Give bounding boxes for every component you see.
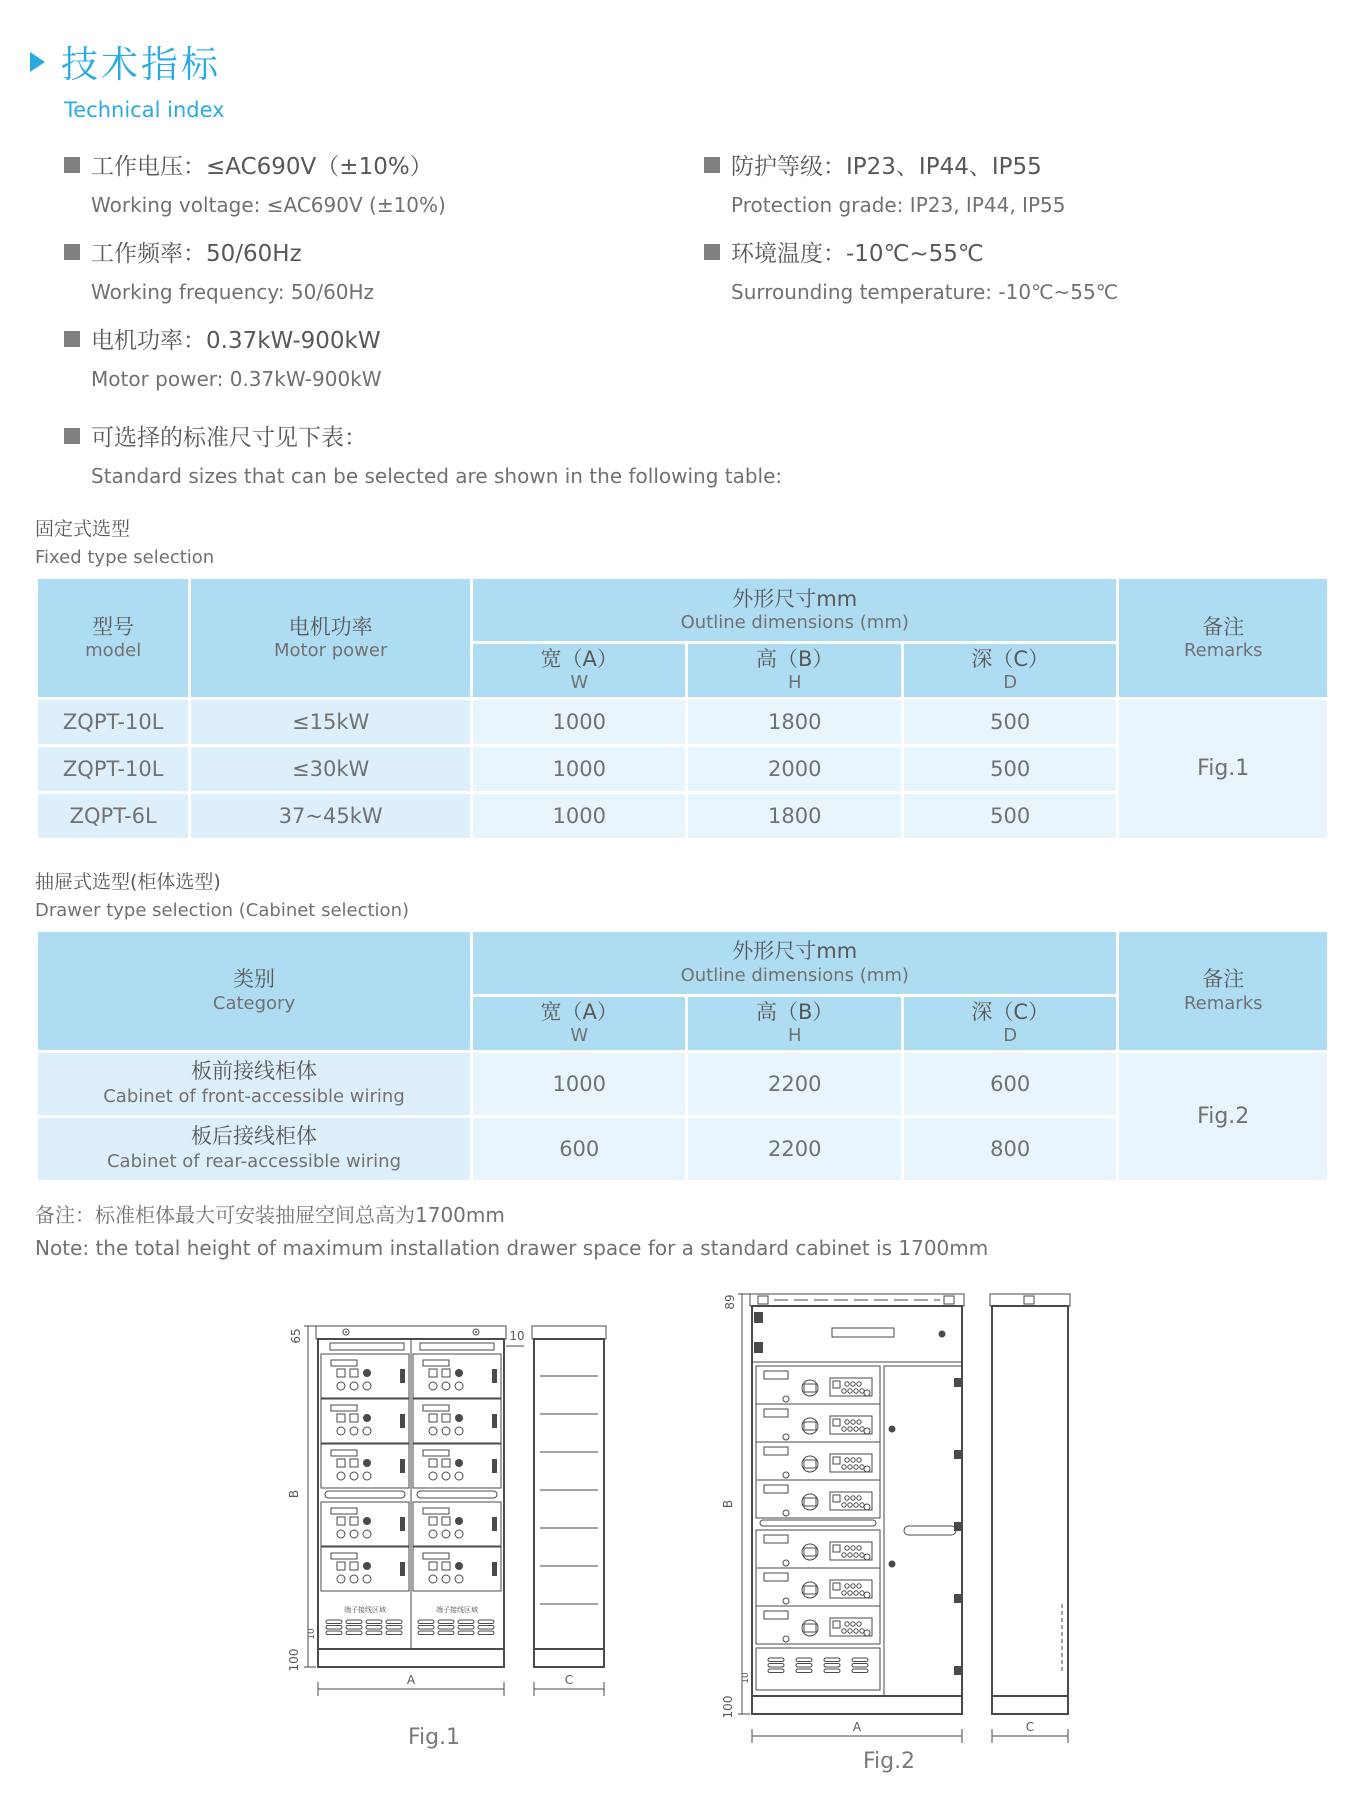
spec-item-motor-power bbox=[64, 322, 704, 391]
fig1-terminal-label: 端子接线区域 bbox=[343, 1605, 386, 1614]
fig1-caption: Fig.1 bbox=[407, 1724, 460, 1750]
page-subtitle: Technical index bbox=[64, 98, 225, 122]
cell-width: 1000 bbox=[473, 747, 685, 791]
fig2-side-view bbox=[990, 1294, 1070, 1714]
header-outline-dimensions: 外形尺寸mm Outline dimensions (mm) bbox=[473, 579, 1116, 641]
cell-power: ≤30kW bbox=[191, 747, 470, 791]
fig1-terminal-label: 端子接线区域 bbox=[435, 1605, 478, 1614]
spec-column-left bbox=[64, 148, 704, 409]
spec-en: Working voltage: ≤AC690V (±10%) bbox=[91, 193, 446, 217]
cell-power: ≤15kW bbox=[191, 700, 470, 744]
dim-label-10-vent: 10 bbox=[306, 1627, 317, 1640]
cell-width: 600 bbox=[473, 1118, 685, 1180]
section-title-en: Fixed type selection bbox=[35, 547, 215, 568]
cell-depth: 800 bbox=[904, 1118, 1117, 1180]
bullet-square-icon bbox=[704, 244, 720, 260]
section-title-en: Drawer type selection (Cabinet selection) bbox=[35, 899, 410, 921]
spec-item-frequency bbox=[64, 235, 704, 304]
spec-cn: 工作频率：50/60Hz bbox=[91, 241, 302, 267]
fig2-caption: Fig.2 bbox=[862, 1748, 915, 1774]
spec-item-protection bbox=[704, 148, 1327, 217]
cell-remarks: Fig.1 bbox=[1119, 700, 1327, 838]
dim-label-10: 10 bbox=[508, 1328, 525, 1343]
dim-label-B: B bbox=[286, 1489, 301, 1498]
cell-height: 1800 bbox=[688, 700, 900, 744]
header-height: 高（B） H bbox=[688, 997, 900, 1050]
spec-en: Surrounding temperature: -10℃~55℃ bbox=[731, 280, 1119, 304]
cell-remarks: Fig.2 bbox=[1119, 1053, 1327, 1180]
header-depth: 深（C） D bbox=[904, 997, 1117, 1050]
spec-item-voltage bbox=[64, 148, 704, 217]
cell-model: ZQPT-6L bbox=[38, 794, 188, 838]
cell-depth: 500 bbox=[904, 747, 1117, 791]
cell-depth: 500 bbox=[904, 700, 1117, 744]
footnote bbox=[35, 1199, 1327, 1260]
spec-cn: 环境温度：-10℃~55℃ bbox=[731, 241, 984, 267]
cell-height: 2200 bbox=[688, 1118, 900, 1180]
cell-power: 37~45kW bbox=[191, 794, 470, 838]
section-title-cn: 固定式选型 bbox=[35, 518, 131, 540]
spec-column-right bbox=[704, 148, 1327, 409]
table-row bbox=[38, 1053, 1327, 1115]
figure-1 bbox=[274, 1304, 624, 1778]
cell-model: ZQPT-10L bbox=[38, 700, 188, 744]
bullet-square-icon bbox=[704, 157, 720, 173]
spec-cn: 工作电压：≤AC690V（±10%） bbox=[91, 154, 433, 180]
dim-label-C: C bbox=[1025, 1719, 1034, 1734]
bullet-square-icon bbox=[64, 428, 80, 444]
bullet-square-icon bbox=[64, 244, 80, 260]
cell-width: 1000 bbox=[473, 794, 685, 838]
spec-en: Motor power: 0.37kW-900kW bbox=[91, 367, 382, 391]
cell-width: 1000 bbox=[473, 1053, 685, 1115]
section-drawer-type bbox=[35, 867, 1327, 921]
figures bbox=[30, 1274, 1327, 1778]
dim-label-89: 89 bbox=[722, 1293, 737, 1310]
dim-label-B: B bbox=[720, 1499, 735, 1508]
header-outline-dimensions: 外形尺寸mm Outline dimensions (mm) bbox=[473, 932, 1116, 994]
section-arrow-icon bbox=[30, 52, 45, 72]
header-motor-power: 电机功率 Motor power bbox=[191, 579, 470, 697]
header-width: 宽（A） W bbox=[473, 997, 685, 1050]
section-title-cn: 抽屉式选型(柜体选型) bbox=[35, 870, 221, 893]
dim-label-65: 65 bbox=[288, 1327, 303, 1344]
page-header bbox=[30, 34, 1327, 88]
spec-en: Standard sizes that can be selected are shown in the following table: bbox=[91, 464, 783, 488]
cell-width: 1000 bbox=[473, 700, 685, 744]
fig2-front-view bbox=[750, 1294, 964, 1714]
dim-label-100: 100 bbox=[286, 1648, 301, 1671]
footnote-cn: 备注：标准柜体最大可安装抽屉空间总高为1700mm bbox=[35, 1202, 505, 1227]
spec-en: Protection grade: IP23, IP44, IP55 bbox=[731, 193, 1066, 217]
section-fixed-type bbox=[35, 514, 1327, 568]
header-model: 型号 model bbox=[38, 579, 188, 697]
cell-depth: 600 bbox=[904, 1053, 1117, 1115]
header-width: 宽（A） W bbox=[473, 644, 685, 697]
footnote-en: Note: the total height of maximum installation drawer space for a standard cabinet is 1700mm bbox=[35, 1235, 989, 1260]
cell-height: 2000 bbox=[688, 747, 900, 791]
figure-2 bbox=[694, 1274, 1084, 1778]
dim-label-10-vent: 10 bbox=[740, 1671, 751, 1684]
fig1-side-view bbox=[532, 1326, 606, 1667]
spec-cn: 可选择的标准尺寸见下表： bbox=[91, 425, 367, 451]
cell-depth: 500 bbox=[904, 794, 1117, 838]
dim-label-C: C bbox=[564, 1672, 573, 1687]
header-height: 高（B） H bbox=[688, 644, 900, 697]
dim-label-100: 100 bbox=[720, 1695, 735, 1718]
spec-cn: 电机功率：0.37kW-900kW bbox=[91, 328, 381, 354]
cell-category: 板后接线柜体 Cabinet of rear-accessible wiring bbox=[38, 1118, 470, 1180]
fig1-front-view bbox=[316, 1326, 506, 1667]
header-depth: 深（C） D bbox=[904, 644, 1117, 697]
cell-category: 板前接线柜体 Cabinet of front-accessible wiring bbox=[38, 1053, 470, 1115]
spec-cn: 防护等级：IP23、IP44、IP55 bbox=[731, 154, 1042, 180]
fig1-drawing bbox=[274, 1304, 624, 1774]
dim-label-A: A bbox=[852, 1719, 861, 1734]
dim-label-A: A bbox=[406, 1672, 415, 1687]
header-remarks: 备注 Remarks bbox=[1119, 932, 1327, 1050]
fixed-type-table bbox=[35, 576, 1330, 841]
spec-item-temperature bbox=[704, 235, 1327, 304]
cell-height: 2200 bbox=[688, 1053, 900, 1115]
spec-list bbox=[64, 148, 1327, 409]
cell-height: 1800 bbox=[688, 794, 900, 838]
cell-model: ZQPT-10L bbox=[38, 747, 188, 791]
spec-item-table-note bbox=[64, 419, 1327, 488]
header-remarks: 备注 Remarks bbox=[1119, 579, 1327, 697]
header-category: 类别 Category bbox=[38, 932, 470, 1050]
bullet-square-icon bbox=[64, 157, 80, 173]
fig2-drawing bbox=[694, 1274, 1084, 1774]
table-row bbox=[38, 700, 1327, 744]
bullet-square-icon bbox=[64, 331, 80, 347]
drawer-type-table bbox=[35, 929, 1330, 1183]
spec-en: Working frequency: 50/60Hz bbox=[91, 280, 375, 304]
page-title: 技术指标 bbox=[61, 43, 221, 86]
